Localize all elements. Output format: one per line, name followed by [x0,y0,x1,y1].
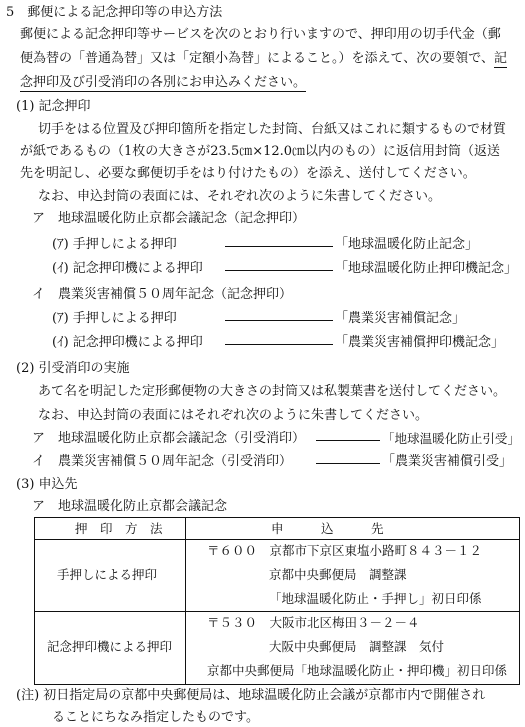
group-a-item-2-dash [225,270,333,271]
section1-title: (1) 記念押印 [16,99,91,114]
intro-line-2 [20,51,507,67]
group-a-item-2-method: (ｲ) 記念押印機による押印 [52,261,203,276]
intro-line-2-text: 便為替の「普通為替」又は「定額小為替」によること。）を添えて、次の要領で、 [20,51,494,66]
table-header-rule [35,539,519,540]
table-row-1-line-2: 京都中央郵便局 調整課 [269,567,407,582]
section2-item-1-label: ア 地球温暖化防止京都会議記念（引受消印） [32,431,306,446]
intro-line-1: 郵便による記念押印等サービスを次のとおり行いますので、押印用の切手代金（郵 [20,27,501,42]
section2-para-2: なお、申込封筒の表面にはそれぞれ次のように朱書してください。 [38,408,429,423]
group-i-item-1-method: (ｱ) 手押しによる押印 [52,311,177,326]
group-i-item-2-mark: 「農業災害補償押印機記念」 [335,335,505,350]
table-vertical-rule [185,518,186,684]
section2-item-2-dash [316,463,380,464]
section-heading: 5 郵便による記念押印等の申込方法 [6,5,223,20]
intro-line-2-underlined: 記 [493,51,507,66]
section2-item-1-mark: 「地球温暖化防止引受」 [382,431,521,446]
group-i-item-1-dash [225,320,333,321]
section2-item-2-mark: 「農業災害補償引受」 [382,454,513,469]
section1-para-1: 切手をはる位置及び押印箇所を指定した封筒、台紙又はこれに類するもので材質 [38,122,507,137]
group-a-item-1-method: (ｱ) 手押しによる押印 [52,237,177,252]
section1-para-4: なお、申込封筒の表面には、それぞれ次のように朱書してください。 [38,189,442,204]
table-row-rule [35,611,519,612]
table-row-2-line-2: 大阪中央郵便局 調整課 気付 [269,639,445,654]
group-a-item-2-mark: 「地球温暖化防止押印機記念」 [335,261,518,276]
group-a-item-1-dash [225,246,333,247]
section1-para-2: が紙であるもの（1枚の大きさが23.5㎝×12.0㎝以内のもの）に返信用封筒（返送 [20,144,501,159]
section3-subtitle: ア 地球温暖化防止京都会議記念 [32,499,228,514]
group-i-label: イ 農業災害補償５０周年記念（記念押印） [32,287,293,302]
group-i-item-2-method: (ｲ) 記念押印機による押印 [52,335,203,350]
intro-line-3-underlined: 念押印及び引受消印の各別にお申込みください。 [20,75,307,90]
note-line-2: ることにちなみ指定したものです。 [52,710,259,725]
table-row-1-line-3: 「地球温暖化防止・手押し」初日印係 [269,591,482,606]
section2-title: (2) 引受消印の実施 [16,361,130,376]
group-a-label: ア 地球温暖化防止京都会議記念（記念押印） [32,211,306,226]
section2-item-2-label: イ 農業災害補償５０周年記念（引受消印） [32,454,293,469]
section2-item-1-dash [316,440,380,441]
intro-line-3 [20,75,306,91]
table-row-2-line-1: 〒５３０ 大阪市北区梅田３－２－４ [207,615,420,630]
table-row-1-method: 手押しによる押印 [57,567,158,582]
table-row-2-method: 記念押印機による押印 [47,639,173,654]
group-i-item-2-dash [225,344,333,345]
note-line-1: (注) 初日指定局の京都中央郵便局は、地球温暖化防止会議が京都市内で開催され [16,688,486,703]
section3-title: (3) 申込先 [16,477,78,492]
group-a-item-1-mark: 「地球温暖化防止記念」 [335,237,479,252]
group-i-item-1-mark: 「農業災害補償記念」 [335,311,466,326]
table-header-destination: 申 込 先 [271,521,384,536]
table-row-1-line-1: 〒６００ 京都市下京区東塩小路町８４３－１２ [207,543,483,558]
section1-para-3: 先を明記し、必要な郵便切手をはり付けたもの）を添え、送付してください。 [20,166,476,181]
table-header-method: 押 印 方 法 [75,521,163,536]
table-row-2-line-3: 京都中央郵便局「地球温暖化防止・押印機」初日印係 [207,663,508,678]
section2-para-1: あて名を明記した定形郵便物の大きさの封筒又は私製葉書を送付してください。 [38,384,507,399]
application-table [34,517,520,685]
